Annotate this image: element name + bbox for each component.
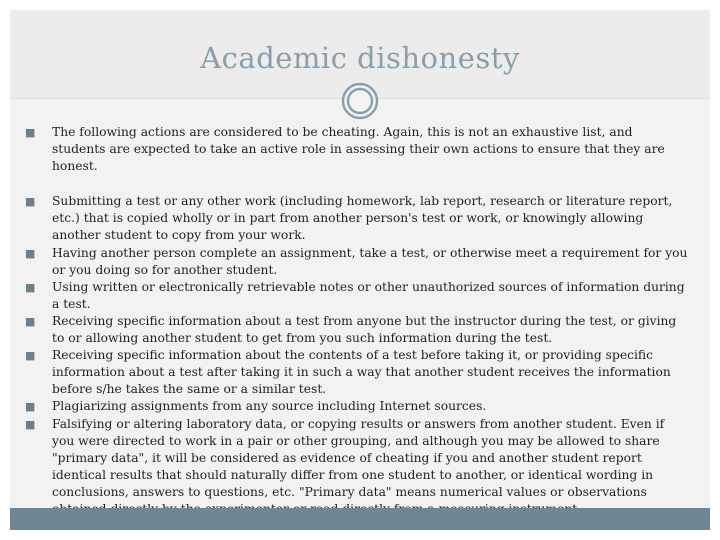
square-bullet-icon: ■	[25, 246, 36, 260]
slide-content	[10, 124, 710, 524]
square-bullet-icon: ■	[25, 195, 36, 209]
double-circle-ornament-icon	[341, 82, 379, 120]
square-bullet-icon: ■	[25, 349, 36, 363]
square-bullet-icon: ■	[25, 417, 36, 431]
list-item-text: Plagiarizing assignments from any source including Internet sources.	[52, 399, 487, 414]
square-bullet-icon: ■	[25, 314, 36, 328]
footer-band	[10, 508, 710, 530]
list-item	[10, 347, 710, 398]
list-item	[10, 245, 710, 279]
list-item	[10, 193, 710, 244]
list-item	[10, 398, 710, 415]
list-item	[10, 279, 710, 313]
cheating-actions-list	[10, 193, 710, 518]
list-item	[10, 416, 710, 519]
list-item-text: Having another person complete an assignment, take a test, or otherwise meet a requirement for you or you doing so for another student.	[52, 245, 688, 277]
list-item-text: Receiving specific information about the contents of a test before taking it, or providing specific information about a test after taking it in such a way that another student receives the information before s/he takes the same or a similar test.	[52, 348, 671, 397]
list-item-text: Receiving specific information about a test from anyone but the instructor during the test, or giving to or allowing another student to get from you such information during the test.	[52, 313, 677, 346]
intro-list	[10, 124, 710, 175]
square-bullet-icon: ■	[25, 400, 36, 414]
list-item-text: Using written or electronically retrievable notes or other unauthorized sources of information during a test.	[52, 279, 685, 311]
list-item-text: Falsifying or altering laboratory data, or copying results or answers from another student. Even if you were directed to work in a pair or other grouping, and although you may be allowed to share "primary data", it will be considered as evidence of cheating if you and another student report identical results that should naturally differ from one student to another, or identical wording in conclusions, answers to questions, etc. "Primary data" means numerical values or observations	[52, 416, 665, 499]
list-item-text: Submitting a test or any other work (including homework, lab report, research or literature report, etc.) that is copied wholly or in part from another person's test or work, or knowingly allowing another student to copy from your work.	[52, 194, 673, 243]
square-bullet-icon: ■	[25, 280, 36, 294]
list-item	[10, 313, 710, 347]
slide	[10, 10, 710, 530]
intro-paragraph	[10, 124, 710, 175]
slide-title: Academic dishonesty	[200, 41, 520, 75]
intro-text: The following actions are considered to be cheating. Again, this is not an exhaustive list, and students are expected to take an active role in assessing their own actions to ensure that they are honest.	[52, 125, 665, 174]
square-bullet-icon: ■	[25, 126, 36, 139]
